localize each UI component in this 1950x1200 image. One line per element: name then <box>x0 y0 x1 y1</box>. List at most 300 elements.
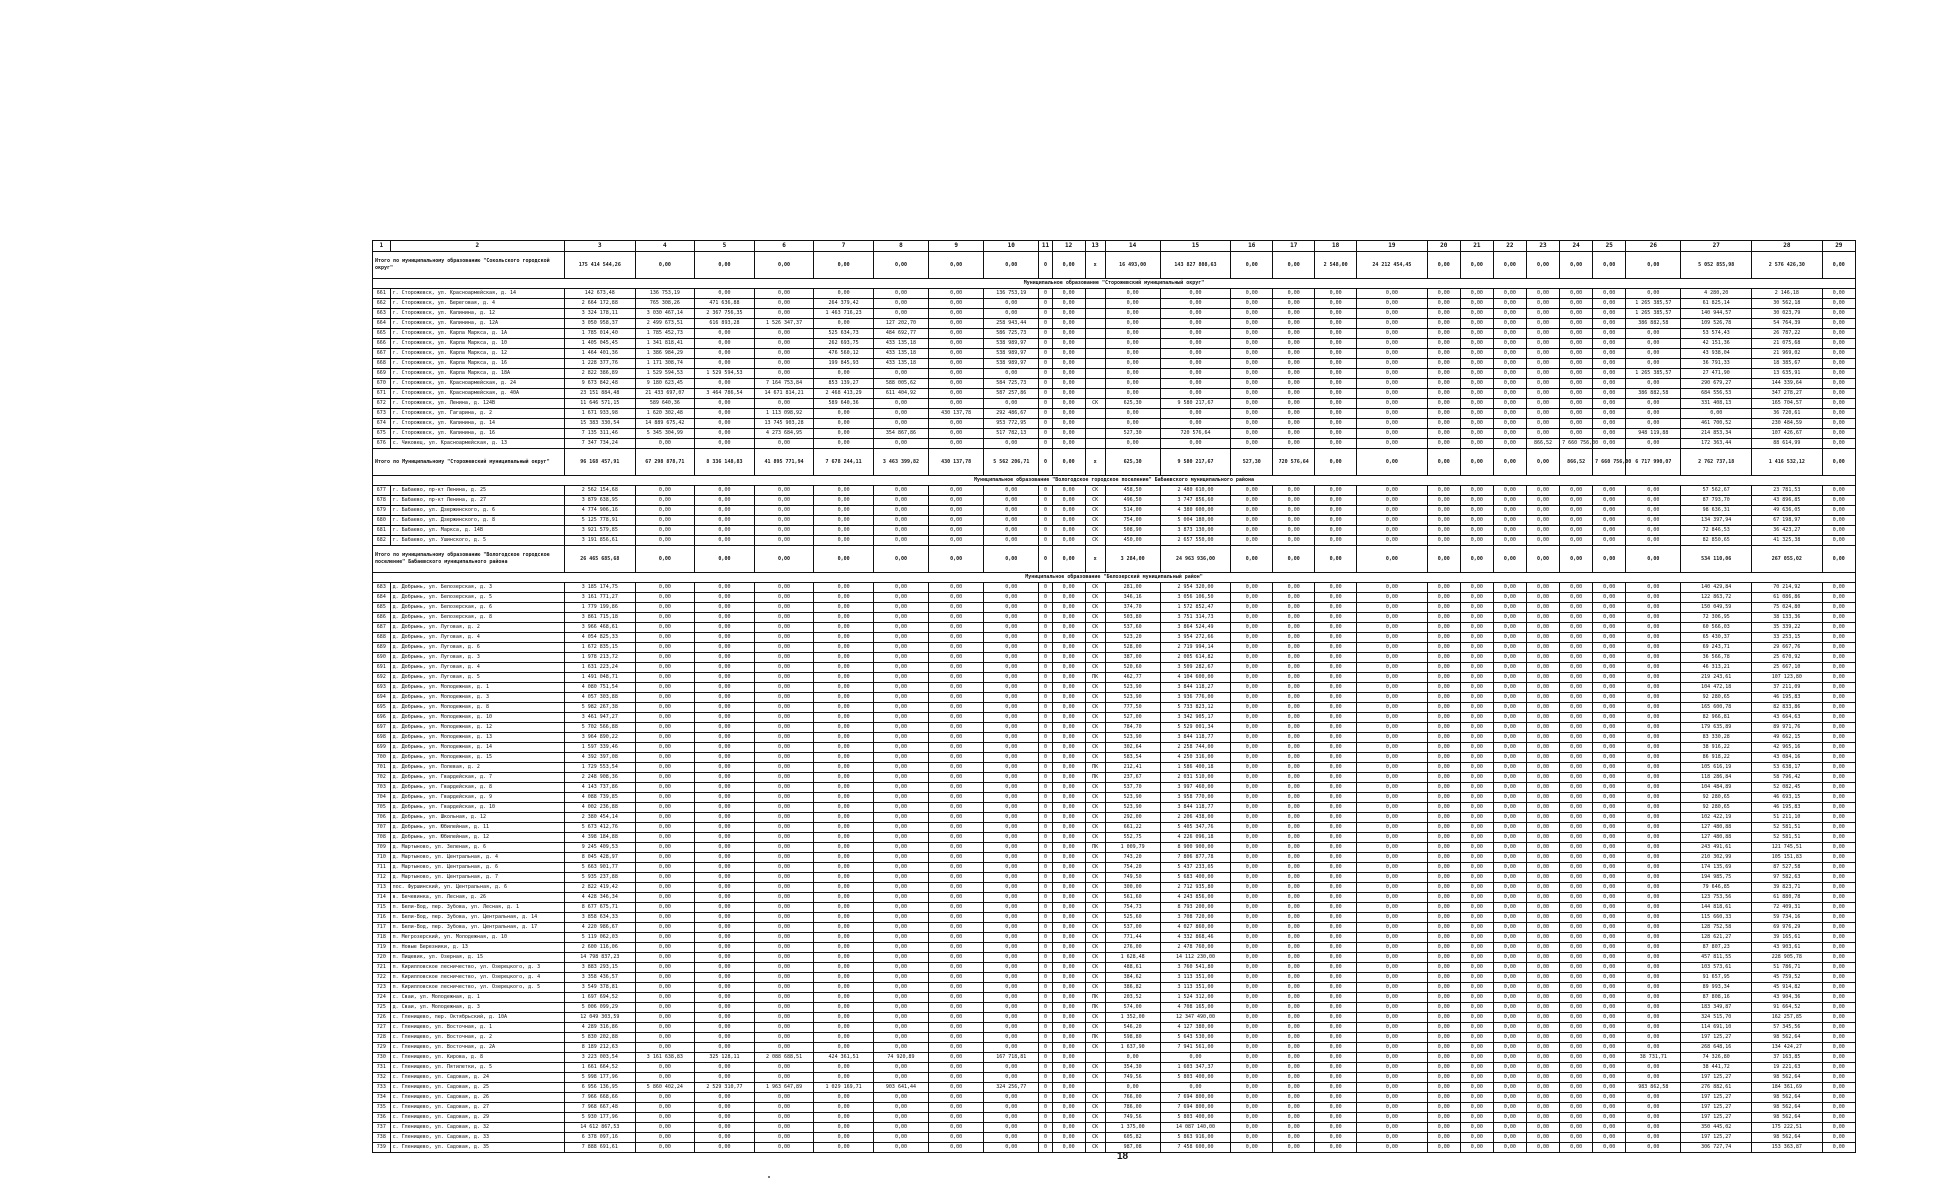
amount-cell: 0,00 <box>754 983 814 993</box>
amount-cell: 0,00 <box>1460 983 1493 993</box>
amount-cell: 0,00 <box>1626 783 1681 793</box>
building-address: с. Гленищево, ул. Садовая, д. 29 <box>390 1113 564 1123</box>
amount-cell: 0,00 <box>873 953 928 963</box>
amount-cell: 86 918,22 <box>1681 753 1752 763</box>
amount-cell: 0,00 <box>1593 1113 1626 1123</box>
amount-cell: 0,00 <box>1493 1033 1526 1043</box>
table-row <box>373 329 1856 339</box>
amount-cell: 0,00 <box>1626 409 1681 419</box>
amount-cell: 0,00 <box>1427 763 1460 773</box>
amount-cell: 0,00 <box>1052 733 1085 743</box>
amount-cell: 0,00 <box>1493 843 1526 853</box>
amount-cell: 430 137,78 <box>929 409 984 419</box>
amount-cell: 0,00 <box>1273 349 1315 359</box>
amount-cell: 0,00 <box>929 1143 984 1153</box>
amount-cell: 0,00 <box>754 289 814 299</box>
amount-cell: 0,00 <box>635 496 695 506</box>
building-address: д. Добрынь, ул. Белозерская, д. 3 <box>390 583 564 593</box>
amount-cell: СК <box>1085 1143 1105 1153</box>
amount-cell: 0,00 <box>1231 773 1273 783</box>
amount-cell: 0,00 <box>1160 369 1231 379</box>
amount-cell: 0,00 <box>1493 673 1526 683</box>
subtotal-cell: 0,00 <box>1493 252 1526 279</box>
amount-cell: 118 286,84 <box>1681 773 1752 783</box>
amount-cell: 386,82 <box>1105 983 1160 993</box>
amount-cell: 172 363,44 <box>1681 439 1752 449</box>
amount-cell: 87 807,23 <box>1681 943 1752 953</box>
amount-cell: 4 428 346,34 <box>564 893 635 903</box>
amount-cell: 0,00 <box>635 753 695 763</box>
amount-cell: 0,00 <box>1427 389 1460 399</box>
amount-cell: 144 818,61 <box>1681 903 1752 913</box>
amount-cell: 0,00 <box>1560 1093 1593 1103</box>
amount-cell <box>1085 309 1105 319</box>
amount-cell: 0,00 <box>1526 1003 1559 1013</box>
amount-cell: 61 825,14 <box>1681 299 1752 309</box>
amount-cell: 0,00 <box>1626 733 1681 743</box>
amount-cell: 0,00 <box>929 673 984 683</box>
amount-cell: 0,00 <box>754 963 814 973</box>
amount-cell: 0,00 <box>1357 693 1428 703</box>
amount-cell: 0,00 <box>1427 983 1460 993</box>
amount-cell: 2 657 550,00 <box>1160 536 1231 546</box>
amount-cell: 0,00 <box>1427 683 1460 693</box>
amount-cell: 0,00 <box>754 1033 814 1043</box>
building-address: д. Добрынь, ул. Молодежная, д. 1 <box>390 683 564 693</box>
row-number: 705 <box>373 803 391 813</box>
amount-cell: 0,00 <box>1493 399 1526 409</box>
building-address: д. Добрынь, ул. Гвардейская, д. 7 <box>390 773 564 783</box>
table-row <box>373 593 1856 603</box>
amount-cell: 0,00 <box>929 993 984 1003</box>
amount-cell: 38 133,36 <box>1752 613 1823 623</box>
amount-cell: 7 694 800,00 <box>1160 1093 1231 1103</box>
amount-cell: 0,00 <box>1315 783 1357 793</box>
amount-cell: 0,00 <box>814 773 874 783</box>
amount-cell: 4 080 751,54 <box>564 683 635 693</box>
amount-cell: 0,00 <box>1560 643 1593 653</box>
amount-cell: 43 938,04 <box>1681 349 1752 359</box>
row-number: 709 <box>373 843 391 853</box>
amount-cell: 0,00 <box>1231 713 1273 723</box>
amount-cell: 0,00 <box>1052 673 1085 683</box>
amount-cell: 0,00 <box>1593 673 1626 683</box>
building-address: д. Добрынь, ул. Юбилейная, д. 12 <box>390 833 564 843</box>
amount-cell: 0,00 <box>1231 583 1273 593</box>
amount-cell: 1 597 339,46 <box>564 743 635 753</box>
amount-cell: 0,00 <box>1273 653 1315 663</box>
amount-cell: 0 <box>1039 713 1052 723</box>
amount-cell: 0,00 <box>1315 526 1357 536</box>
amount-cell: 0,00 <box>1231 1103 1273 1113</box>
amount-cell: 0,00 <box>1357 783 1428 793</box>
subtotal-cell: x <box>1085 546 1105 573</box>
subtotal-cell: 24 963 936,00 <box>1160 546 1231 573</box>
amount-cell: 0,00 <box>1593 983 1626 993</box>
amount-cell: 0,00 <box>1560 1133 1593 1143</box>
row-number: 738 <box>373 1133 391 1143</box>
row-number: 702 <box>373 773 391 783</box>
amount-cell: СК <box>1085 863 1105 873</box>
amount-cell: 527,00 <box>1105 713 1160 723</box>
amount-cell: 72 409,31 <box>1752 903 1823 913</box>
amount-cell: СК <box>1085 833 1105 843</box>
amount-cell: 12 347 490,00 <box>1160 1013 1231 1023</box>
subtotal-cell: 0,00 <box>873 252 928 279</box>
amount-cell: 0,00 <box>1626 753 1681 763</box>
amount-cell: 0,00 <box>1231 289 1273 299</box>
amount-cell: 0,00 <box>1357 1093 1428 1103</box>
row-number: 676 <box>373 439 391 449</box>
amount-cell: 3 844 118,27 <box>1160 683 1231 693</box>
amount-cell: 0,00 <box>1231 496 1273 506</box>
building-address: с. Гленищево, ул. Восточная, д. 1 <box>390 1023 564 1033</box>
amount-cell: 0,00 <box>814 663 874 673</box>
row-number: 732 <box>373 1073 391 1083</box>
subtotal-cell: 41 895 771,94 <box>754 449 814 476</box>
amount-cell: 197 125,27 <box>1681 1103 1752 1113</box>
amount-cell: 354,30 <box>1105 1063 1160 1073</box>
subtotal-cell: 0,00 <box>1526 546 1559 573</box>
amount-cell: 0,00 <box>873 1133 928 1143</box>
amount-cell: СК <box>1085 943 1105 953</box>
amount-cell: 0,00 <box>695 943 755 953</box>
amount-cell: 8 793 200,00 <box>1160 903 1231 913</box>
amount-cell: 0,00 <box>929 713 984 723</box>
amount-cell: 0,00 <box>1273 1123 1315 1133</box>
amount-cell: 0,00 <box>1273 1103 1315 1113</box>
row-number: 730 <box>373 1053 391 1063</box>
amount-cell: 0,00 <box>1593 409 1626 419</box>
amount-cell: 0,00 <box>1357 863 1428 873</box>
amount-cell: 9 673 842,48 <box>564 379 635 389</box>
amount-cell: 0,00 <box>1357 329 1428 339</box>
amount-cell: 0,00 <box>1273 873 1315 883</box>
amount-cell: 5 125 778,91 <box>564 516 635 526</box>
amount-cell: 0,00 <box>635 653 695 663</box>
amount-cell: 0 <box>1039 506 1052 516</box>
amount-cell: 0 <box>1039 409 1052 419</box>
amount-cell: 210 302,99 <box>1681 853 1752 863</box>
amount-cell: 0,00 <box>754 873 814 883</box>
amount-cell: 0,00 <box>635 1023 695 1033</box>
amount-cell: 2 206 438,00 <box>1160 813 1231 823</box>
amount-cell: 0,00 <box>1493 983 1526 993</box>
amount-cell: 103 573,61 <box>1681 963 1752 973</box>
amount-cell: 0,00 <box>1273 369 1315 379</box>
amount-cell: 0,00 <box>873 993 928 1003</box>
amount-cell: 0,00 <box>695 1073 755 1083</box>
amount-cell: 0,00 <box>1493 526 1526 536</box>
amount-cell: 0,00 <box>1822 673 1855 683</box>
row-number: 661 <box>373 289 391 299</box>
amount-cell: СК <box>1085 893 1105 903</box>
amount-cell: 0,00 <box>1493 993 1526 1003</box>
amount-cell: 0,00 <box>695 359 755 369</box>
amount-cell: 0,00 <box>1315 713 1357 723</box>
amount-cell: 0,00 <box>929 289 984 299</box>
amount-cell: 0,00 <box>1231 1083 1273 1093</box>
amount-cell: 0,00 <box>695 983 755 993</box>
amount-cell: 471 636,88 <box>695 299 755 309</box>
subtotal-row <box>373 252 1856 279</box>
amount-cell: 4 280,20 <box>1681 289 1752 299</box>
row-number: 715 <box>373 903 391 913</box>
amount-cell: 0,00 <box>873 923 928 933</box>
amount-cell: 0,00 <box>1493 1003 1526 1013</box>
amount-cell: 13 745 903,28 <box>754 419 814 429</box>
amount-cell: 0,00 <box>1427 379 1460 389</box>
amount-cell: 0,00 <box>814 603 874 613</box>
amount-cell: 0,00 <box>1493 536 1526 546</box>
amount-cell: 0,00 <box>1822 613 1855 623</box>
amount-cell: 0,00 <box>1231 329 1273 339</box>
amount-cell: 0,00 <box>1105 339 1160 349</box>
row-number: 663 <box>373 309 391 319</box>
amount-cell: 0,00 <box>695 723 755 733</box>
amount-cell: 0,00 <box>1593 1053 1626 1063</box>
amount-cell: 0,00 <box>1231 389 1273 399</box>
amount-cell: 0,00 <box>929 379 984 389</box>
amount-cell: 0,00 <box>1273 623 1315 633</box>
amount-cell: 0,00 <box>1273 733 1315 743</box>
table-row <box>373 883 1856 893</box>
amount-cell: 0,00 <box>1493 506 1526 516</box>
amount-cell: 0,00 <box>1231 933 1273 943</box>
amount-cell: 0,00 <box>1822 429 1855 439</box>
amount-cell: 0,00 <box>984 683 1039 693</box>
amount-cell: 0,00 <box>1273 883 1315 893</box>
amount-cell: 0,00 <box>1526 703 1559 713</box>
amount-cell: 0,00 <box>984 633 1039 643</box>
amount-cell: 0,00 <box>873 833 928 843</box>
amount-cell: 0,00 <box>1822 486 1855 496</box>
amount-cell: 0,00 <box>1052 1113 1085 1123</box>
amount-cell: 0,00 <box>1822 903 1855 913</box>
amount-cell: 0,00 <box>929 1113 984 1123</box>
amount-cell: 0,00 <box>1427 743 1460 753</box>
subtotal-cell: 625,30 <box>1105 449 1160 476</box>
amount-cell: 0,00 <box>873 823 928 833</box>
amount-cell: 0,00 <box>1315 793 1357 803</box>
amount-cell: 0,00 <box>929 439 984 449</box>
amount-cell: 0,00 <box>1357 349 1428 359</box>
amount-cell: 0,00 <box>1273 1113 1315 1123</box>
amount-cell: 0,00 <box>873 593 928 603</box>
amount-cell: 0,00 <box>1273 713 1315 723</box>
amount-cell: 0,00 <box>929 823 984 833</box>
amount-cell: 0,00 <box>754 893 814 903</box>
amount-cell: 0,00 <box>635 813 695 823</box>
amount-cell: 0,00 <box>1460 1033 1493 1043</box>
amount-cell: 0,00 <box>1427 1133 1460 1143</box>
row-number: 698 <box>373 733 391 743</box>
amount-cell: 0,00 <box>635 593 695 603</box>
amount-cell: 0,00 <box>1526 1033 1559 1043</box>
amount-cell: 230 484,59 <box>1752 419 1823 429</box>
amount-cell: 0,00 <box>1460 1003 1493 1013</box>
amount-cell: 0,00 <box>1493 409 1526 419</box>
row-number: 700 <box>373 753 391 763</box>
amount-cell: 0,00 <box>1357 536 1428 546</box>
amount-cell: 0,00 <box>1626 923 1681 933</box>
subtotal-cell: 0,00 <box>1427 546 1460 573</box>
amount-cell: 0,00 <box>1231 506 1273 516</box>
amount-cell: 0,00 <box>1593 439 1626 449</box>
amount-cell: 114 691,10 <box>1681 1023 1752 1033</box>
amount-cell: 0,00 <box>1593 873 1626 883</box>
amount-cell: 0,00 <box>695 833 755 843</box>
amount-cell: 0,00 <box>1593 369 1626 379</box>
row-number: 696 <box>373 713 391 723</box>
subtotal-cell: 2 548,00 <box>1315 252 1357 279</box>
amount-cell: 0,00 <box>1052 933 1085 943</box>
amount-cell: 0,00 <box>1593 683 1626 693</box>
amount-cell: 0,00 <box>873 773 928 783</box>
amount-cell: 0,00 <box>1493 743 1526 753</box>
amount-cell: 1 265 385,57 <box>1626 299 1681 309</box>
amount-cell: СК <box>1085 823 1105 833</box>
amount-cell: 0,00 <box>1560 1003 1593 1013</box>
amount-cell: 53 574,43 <box>1681 329 1752 339</box>
amount-cell: 0,00 <box>1052 823 1085 833</box>
amount-cell: 0,00 <box>1560 339 1593 349</box>
amount-cell: 0,00 <box>1231 429 1273 439</box>
amount-cell: 488,61 <box>1105 963 1160 973</box>
amount-cell: 39 823,71 <box>1752 883 1823 893</box>
amount-cell: 0,00 <box>1427 289 1460 299</box>
building-address: г. Бабаево, ул. Дзержинского, д. 8 <box>390 516 564 526</box>
amount-cell: 0,00 <box>1626 329 1681 339</box>
amount-cell: 3 760 541,80 <box>1160 963 1231 973</box>
amount-cell: 0,00 <box>1052 713 1085 723</box>
amount-cell: 0,00 <box>1273 793 1315 803</box>
amount-cell: 0,00 <box>1560 913 1593 923</box>
column-number: 12 <box>1052 241 1085 252</box>
amount-cell: 0,00 <box>1493 439 1526 449</box>
amount-cell: 0,00 <box>1231 663 1273 673</box>
amount-cell: 0,00 <box>1231 536 1273 546</box>
amount-cell: 127 480,88 <box>1681 833 1752 843</box>
amount-cell: 0,00 <box>873 516 928 526</box>
amount-cell: 0,00 <box>1560 873 1593 883</box>
amount-cell: 14 112 230,00 <box>1160 953 1231 963</box>
amount-cell: 0,00 <box>1493 516 1526 526</box>
amount-cell: 0,00 <box>1052 506 1085 516</box>
amount-cell: 0,00 <box>984 823 1039 833</box>
amount-cell: 0,00 <box>695 1133 755 1143</box>
amount-cell: 0,00 <box>1105 409 1160 419</box>
amount-cell: 0,00 <box>1427 409 1460 419</box>
amount-cell: 0,00 <box>1427 903 1460 913</box>
amount-cell: 0,00 <box>1273 853 1315 863</box>
amount-cell: 0,00 <box>814 369 874 379</box>
table-row <box>373 1103 1856 1113</box>
amount-cell: 0,00 <box>1526 526 1559 536</box>
amount-cell: 0,00 <box>1052 633 1085 643</box>
amount-cell: 0,00 <box>1315 409 1357 419</box>
amount-cell: 268 648,16 <box>1681 1043 1752 1053</box>
amount-cell: 5 663 901,77 <box>564 863 635 873</box>
amount-cell: 0,00 <box>635 933 695 943</box>
amount-cell: 587 257,86 <box>984 389 1039 399</box>
table-row <box>373 973 1856 983</box>
amount-cell: 1 963 647,89 <box>754 1083 814 1093</box>
amount-cell: 0,00 <box>1427 843 1460 853</box>
amount-cell: 0,00 <box>1822 703 1855 713</box>
amount-cell: 0,00 <box>1593 933 1626 943</box>
amount-cell: 476 560,12 <box>814 349 874 359</box>
amount-cell: 0 <box>1039 643 1052 653</box>
subtotal-cell: 0,00 <box>1273 252 1315 279</box>
subtotal-cell: 0,00 <box>1052 252 1085 279</box>
amount-cell: 0,00 <box>1493 953 1526 963</box>
amount-cell: 0,00 <box>1427 399 1460 409</box>
amount-cell: 0,00 <box>635 993 695 1003</box>
amount-cell: 0,00 <box>1493 349 1526 359</box>
amount-cell: 2 468 413,29 <box>814 389 874 399</box>
amount-cell: 0,00 <box>1626 339 1681 349</box>
amount-cell: 0,00 <box>1315 803 1357 813</box>
amount-cell: 0 <box>1039 349 1052 359</box>
amount-cell: 0,00 <box>1052 419 1085 429</box>
amount-cell: 0,00 <box>635 536 695 546</box>
amount-cell: 0,00 <box>1626 536 1681 546</box>
amount-cell <box>1085 429 1105 439</box>
amount-cell: 0,00 <box>1822 1123 1855 1133</box>
amount-cell: 1 785 452,73 <box>635 329 695 339</box>
amount-cell: 0,00 <box>1593 289 1626 299</box>
row-number: 712 <box>373 873 391 883</box>
row-number: 662 <box>373 299 391 309</box>
amount-cell: 0,00 <box>1315 1143 1357 1153</box>
amount-cell: 45 914,82 <box>1752 983 1823 993</box>
amount-cell: 0,00 <box>754 853 814 863</box>
amount-cell: 3 883 293,15 <box>564 963 635 973</box>
amount-cell: 0,00 <box>1526 853 1559 863</box>
column-number: 29 <box>1822 241 1855 252</box>
amount-cell: 0,00 <box>1560 399 1593 409</box>
amount-cell: 0,00 <box>1626 703 1681 713</box>
amount-cell: 0,00 <box>1052 893 1085 903</box>
amount-cell: 3 864 524,49 <box>1160 623 1231 633</box>
amount-cell: 0,00 <box>1273 823 1315 833</box>
row-number: 678 <box>373 496 391 506</box>
amount-cell: 0,00 <box>984 1113 1039 1123</box>
amount-cell: 0,00 <box>1460 683 1493 693</box>
amount-cell: 0,00 <box>1822 603 1855 613</box>
amount-cell: 4 708 165,00 <box>1160 1003 1231 1013</box>
table-row <box>373 309 1856 319</box>
amount-cell: 0,00 <box>1822 1083 1855 1093</box>
amount-cell: 7 966 668,66 <box>564 1093 635 1103</box>
building-address: г. Бабаево, ул. Ушинского, д. 5 <box>390 536 564 546</box>
table-row <box>373 803 1856 813</box>
amount-cell: 777,50 <box>1105 703 1160 713</box>
amount-cell: 0,00 <box>695 963 755 973</box>
amount-cell: 0,00 <box>1315 1023 1357 1033</box>
amount-cell: 0,00 <box>754 733 814 743</box>
amount-cell: 0,00 <box>1560 409 1593 419</box>
amount-cell: 0,00 <box>695 1093 755 1103</box>
amount-cell: 0,00 <box>873 496 928 506</box>
amount-cell: 0,00 <box>754 833 814 843</box>
amount-cell: 0,00 <box>1315 289 1357 299</box>
amount-cell: 0,00 <box>1822 623 1855 633</box>
amount-cell: 4 104 600,00 <box>1160 673 1231 683</box>
amount-cell: 0,00 <box>929 783 984 793</box>
amount-cell: 0 <box>1039 653 1052 663</box>
